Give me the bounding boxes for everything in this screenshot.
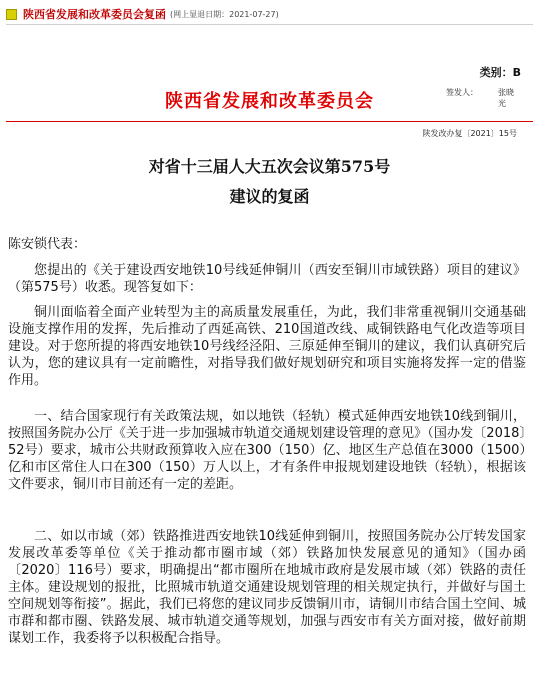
- header-bar: [6, 6, 279, 22]
- paragraph-3: 一、结合国家现行有关政策法规，如以地铁（轻轨）模式延伸西安地铁10线到铜川，按照国务院办公厅《关于进一步加强城市轨道交通规划建设管理的意见》（国办发〔2018〕52号）要求，城市公共财政预算收入应在300（150）亿、地区生产总值在3000（1500）亿和市区常住人口在300（150）万人以上，才有条件申报规划建设地铁（轻轨），根据该文件要求，铜川市目前还有一定的差距。: [8, 409, 526, 492]
- doc-title-line2: 建议的复函: [229, 187, 310, 206]
- issuing-agency: 陕西省发展和改革委员会: [165, 91, 374, 112]
- signer-name: 张晓光: [498, 88, 514, 108]
- red-divider: [6, 121, 533, 122]
- header-title[interactable]: 陕西省发展和改革委员会复函: [23, 8, 166, 21]
- header-divider: [6, 24, 533, 25]
- doc-category: 类别：B: [479, 66, 521, 79]
- square-bullet-icon: [6, 9, 17, 20]
- signer-label: 签发人：: [446, 88, 478, 97]
- header-date: (网上显退日期：2021-07-27): [170, 9, 279, 19]
- paragraph-4: 二、如以市域（郊）铁路推进西安地铁10线延伸到铜川，按照国务院办公厅转发国家发展改革委等单位《关于推动都市圈市域（郊）铁路加快发展意见的通知》（国办函〔2020〕116号）要求，明确提出“都市圈所在地城市政府是发展市域（郊）铁路的责任主体。建设规划的报批，比照城市轨道交通建设规划管理的相关规定执行，并做好与国土空间规划等衔接”。据此，我们已将您的建议同步反馈铜川市，请铜川市结合国土空间、城市群和都市圈、铁路发展、城市轨道交通等规划，加强与西安市有关方面对接，做好前期谋划工作，我委将予以积极配合指导。: [8, 529, 526, 646]
- doc-number: 陕发改办复〔2021〕15号: [422, 129, 517, 138]
- paragraph-1: 您提出的《关于建设西安地铁10号线延伸铜川（西安至铜川市域铁路）项目的建议》（第575号）收悉。现答复如下：: [8, 263, 526, 295]
- salutation: 陈安锁代表：: [8, 237, 87, 252]
- doc-title-line1: 对省十三届人大五次会议第575号: [148, 157, 391, 176]
- paragraph-2: 铜川面临着全面产业转型为主的高质量发展重任，为此，我们非常重视铜川交通基础设施支撑作用的发挥，先后推动了西延高铁、210国道改线、咸铜铁路电气化改造等项目建设。对于您所提的将西安地铁10号线经泾阳、三原延伸至铜川的建议，我们认真研究后认为，您的建议具有一定前瞻性，对指导我们做好规划研究和项目实施将发挥一定的借鉴作用。: [8, 305, 526, 388]
